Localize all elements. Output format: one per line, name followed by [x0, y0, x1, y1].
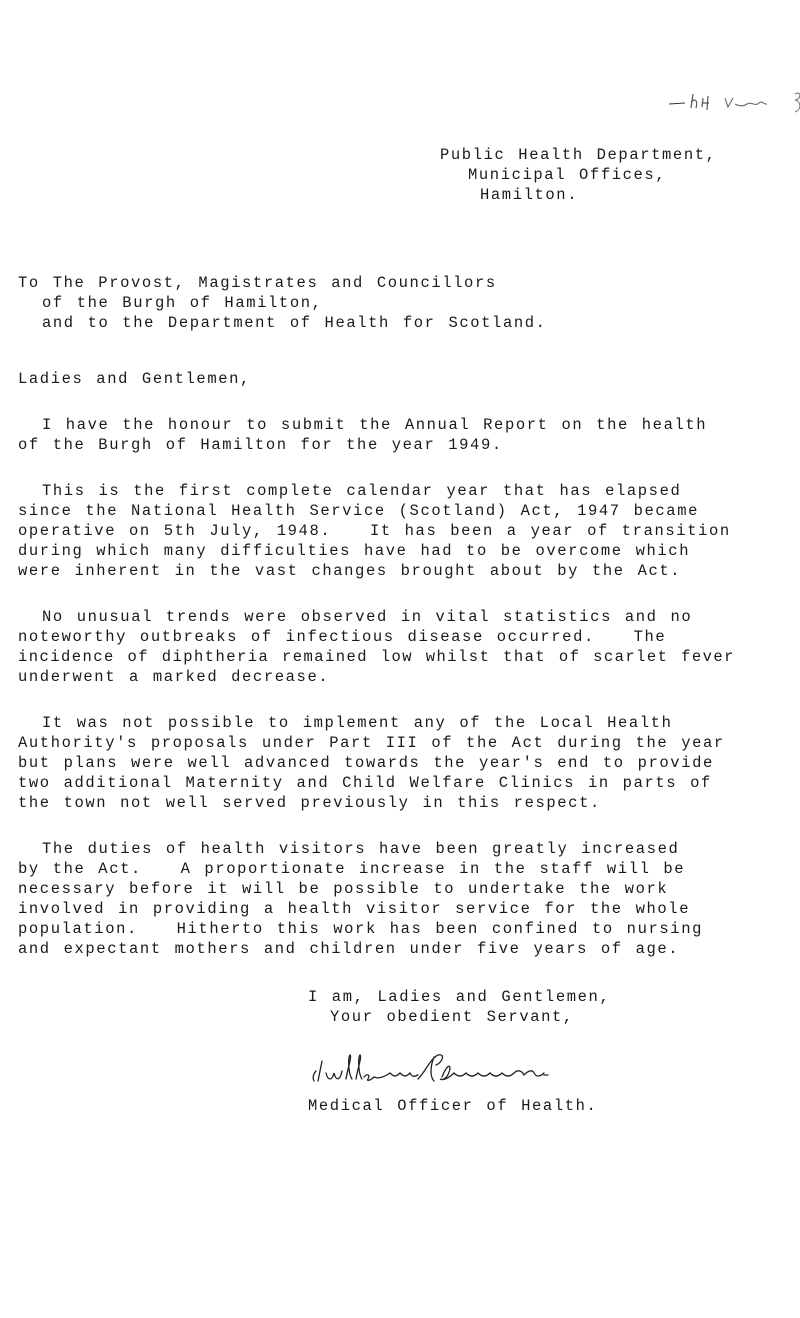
paragraph-5-line: The duties of health visitors have been greatly increased: [42, 840, 680, 858]
closing-line-1: I am, Ladies and Gentlemen,: [308, 988, 611, 1006]
handwritten-annotation: [667, 86, 800, 116]
paragraph-3-line: underwent a marked decrease.: [18, 668, 330, 686]
letterhead-offices: Municipal Offices,: [468, 166, 667, 184]
addressee-line-1: To The Provost, Magistrates and Councillors: [18, 274, 497, 292]
paragraph-3-line: noteworthy outbreaks of infectious disease occurred. The: [18, 628, 667, 646]
paragraph-5-line: necessary before it will be possible to undertake the work: [18, 880, 669, 898]
paragraph-2-line: since the National Health Service (Scotland) Act, 1947 became: [18, 502, 699, 520]
signature-title: Medical Officer of Health.: [308, 1097, 598, 1115]
addressee-line-2: of the Burgh of Hamilton,: [42, 294, 323, 312]
paragraph-5-line: involved in providing a health visitor service for the whole: [18, 900, 691, 918]
paragraph-2-line: This is the first complete calendar year that has elapsed: [42, 482, 682, 500]
paragraph-5-line: and expectant mothers and children under five years of age.: [18, 940, 680, 958]
paragraph-4-line: the town not well served previously in this respect.: [18, 794, 601, 812]
paragraph-2-line: operative on 5th July, 1948. It has been a year of transition: [18, 522, 731, 540]
paragraph-4-line: two additional Maternity and Child Welfare Clinics in parts of: [18, 774, 712, 792]
paragraph-5-line: population. Hitherto this work has been confined to nursing: [18, 920, 703, 938]
paragraph-2-line: during which many difficulties have had to be overcome which: [18, 542, 691, 560]
paragraph-3-line: No unusual trends were observed in vital statistics and no: [42, 608, 693, 626]
paragraph-4-line: but plans were well advanced towards the year's end to provide: [18, 754, 714, 772]
paragraph-1-line: of the Burgh of Hamilton for the year 1949.: [18, 436, 503, 454]
handwritten-signature: [308, 1042, 598, 1102]
closing-line-2: Your obedient Servant,: [330, 1008, 574, 1026]
salutation: Ladies and Gentlemen,: [18, 370, 251, 388]
paragraph-3-line: incidence of diphtheria remained low whilst that of scarlet fever: [18, 648, 735, 666]
addressee-line-3: and to the Department of Health for Scotland.: [42, 314, 547, 332]
paragraph-4-line: Authority's proposals under Part III of the Act during the year: [18, 734, 725, 752]
paragraph-5-line: by the Act. A proportionate increase in the staff will be: [18, 860, 686, 878]
paragraph-4-line: It was not possible to implement any of the Local Health: [42, 714, 673, 732]
paragraph-1-line: I have the honour to submit the Annual Report on the health: [42, 416, 708, 434]
letterhead-town: Hamilton.: [480, 186, 579, 204]
paragraph-2-line: were inherent in the vast changes brought about by the Act.: [18, 562, 682, 580]
letterhead-department: Public Health Department,: [440, 146, 717, 164]
